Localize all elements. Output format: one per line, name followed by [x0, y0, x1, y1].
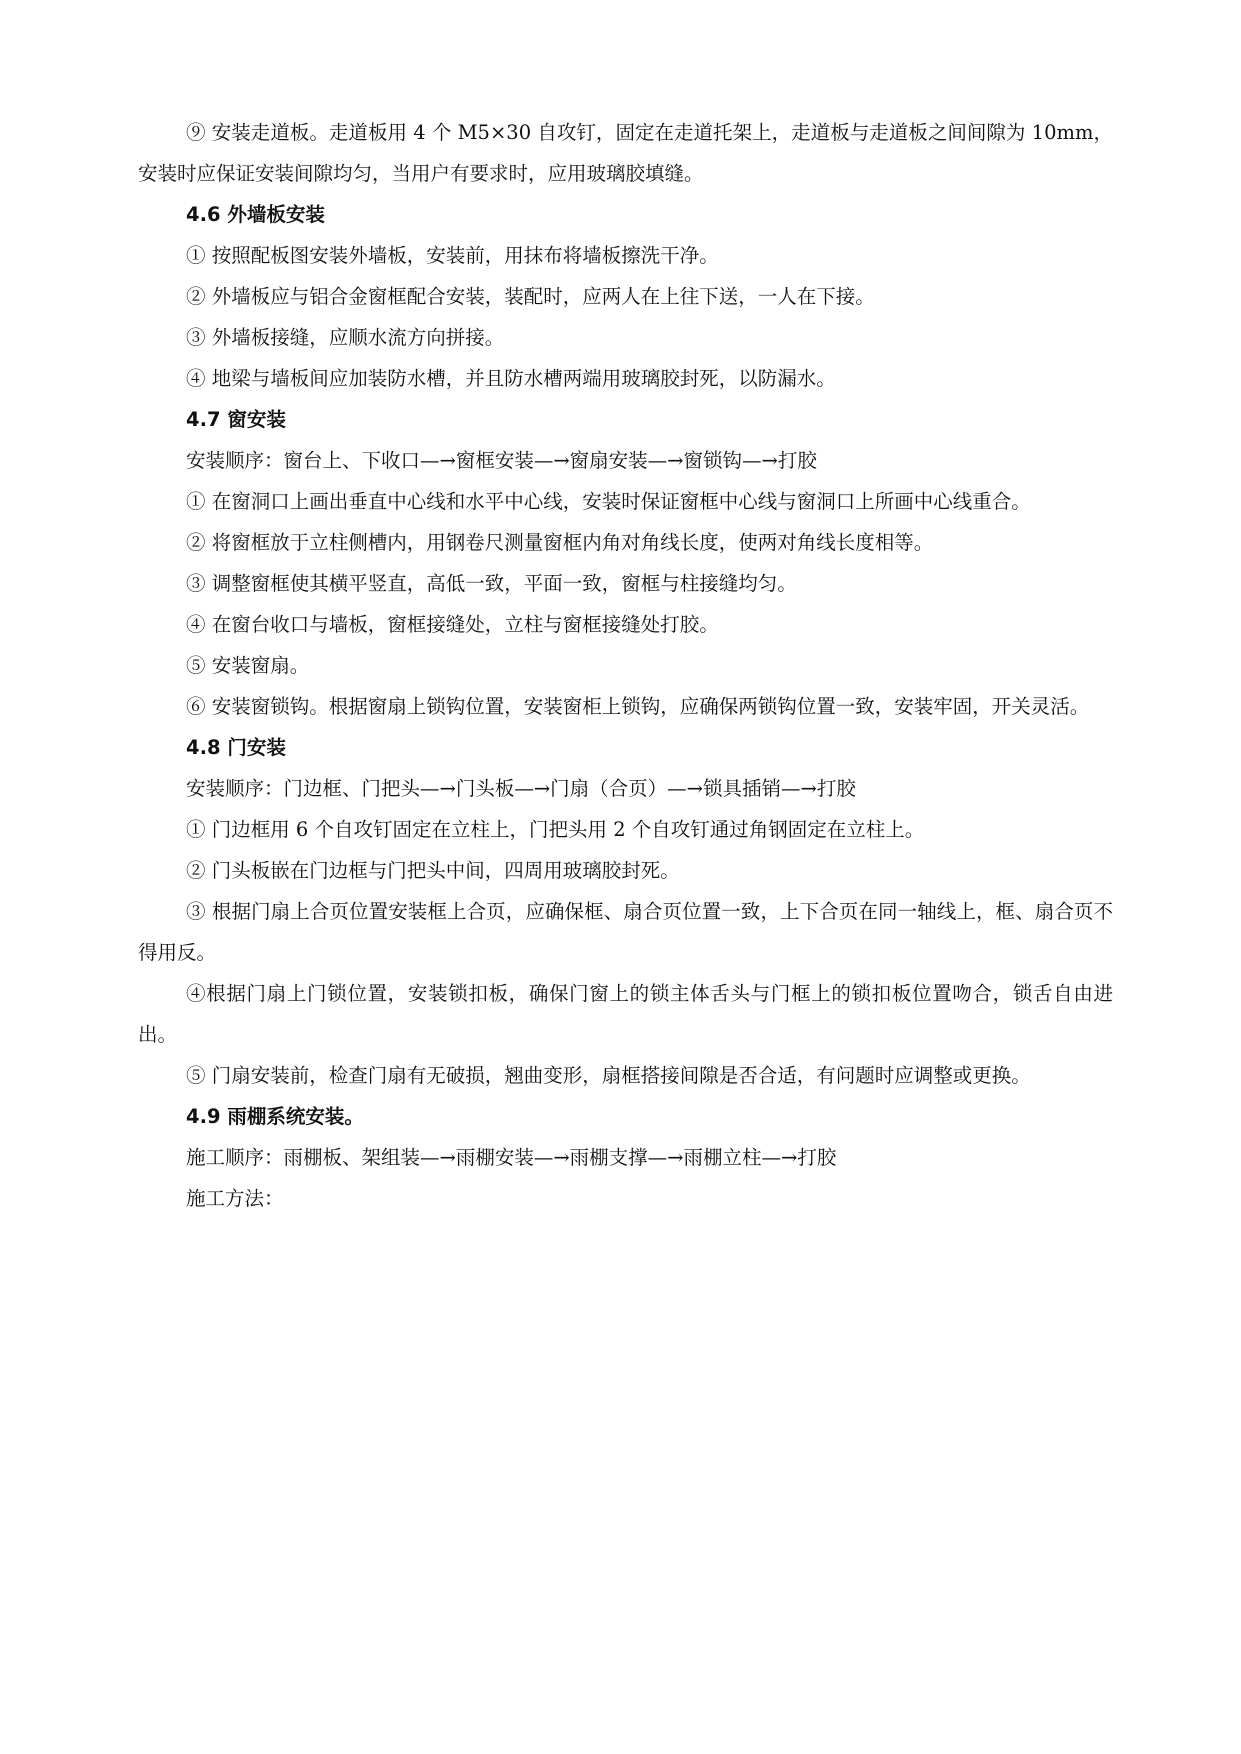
paragraph: ① 在窗洞口上画出垂直中心线和水平中心线，安装时保证窗框中心线与窗洞口上所画中心线重合。	[186, 490, 1031, 513]
paragraph: ③ 外墙板接缝，应顺水流方向拼接。	[186, 326, 505, 349]
paragraph: 施工方法：	[186, 1187, 284, 1210]
paragraph: ⑤ 安装窗扇。	[186, 654, 310, 677]
section-heading: 4.9 雨棚系统安装。	[186, 1105, 364, 1128]
paragraph: ⑤ 门扇安装前，检查门扇有无破损，翘曲变形，扇框搭接间隙是否合适，有问题时应调整或更换。	[186, 1064, 1031, 1087]
paragraph: ④ 地梁与墙板间应加装防水槽，并且防水槽两端用玻璃胶封死，以防漏水。	[186, 367, 836, 390]
paragraph: ⑥ 安装窗锁钩。根据窗扇上锁钩位置，安装窗柜上锁钩，应确保两锁钩位置一致，安装牢固，开关灵活。	[186, 695, 1090, 718]
section-heading: 4.8 门安装	[186, 736, 286, 759]
paragraph: ② 将窗框放于立柱侧槽内，用钢卷尺测量窗框内角对角线长度，使两对角线长度相等。	[186, 531, 934, 554]
paragraph: 施工顺序：雨棚板、架组装—→雨棚安装—→雨棚支撑—→雨棚立柱—→打胶	[186, 1146, 837, 1169]
paragraph: 安装顺序：窗台上、下收口—→窗框安装—→窗扇安装—→窗锁钩—→打胶	[186, 449, 817, 472]
paragraph: ④ 在窗台收口与墙板，窗框接缝处，立柱与窗框接缝处打胶。	[186, 613, 719, 636]
document-page	[138, 0, 1113, 1219]
paragraph: 安装顺序：门边框、门把头—→门头板—→门扇（合页）—→锁具插销—→打胶	[186, 777, 856, 800]
paragraph: ⑨ 安装走道板。走道板用 4 个 M5×30 自攻钉，固定在走道托架上，走道板与走道板之间间隙为 10mm，安装时应保证安装间隙均匀，当用户有要求时，应用玻璃胶填缝。	[138, 121, 1113, 185]
paragraph: ② 外墙板应与铝合金窗框配合安装，装配时，应两人在上往下送，一人在下接。	[186, 285, 875, 308]
section-heading: 4.6 外墙板安装	[186, 203, 325, 226]
paragraph: ④根据门扇上门锁位置，安装锁扣板，确保门窗上的锁主体舌头与门框上的锁扣板位置吻合，锁舌自由进出。	[138, 982, 1113, 1046]
paragraph: ① 门边框用 6 个自攻钉固定在立柱上，门把头用 2 个自攻钉通过角钢固定在立柱上。	[186, 818, 925, 841]
paragraph: ① 按照配板图安装外墙板，安装前，用抹布将墙板擦洗干净。	[186, 244, 719, 267]
paragraph: ③ 根据门扇上合页位置安装框上合页，应确保框、扇合页位置一致，上下合页在同一轴线上，框、扇合页不得用反。	[138, 900, 1113, 964]
paragraph: ③ 调整窗框使其横平竖直，高低一致，平面一致，窗框与柱接缝均匀。	[186, 572, 797, 595]
paragraph: ② 门头板嵌在门边框与门把头中间，四周用玻璃胶封死。	[186, 859, 680, 882]
section-heading: 4.7 窗安装	[186, 408, 286, 431]
